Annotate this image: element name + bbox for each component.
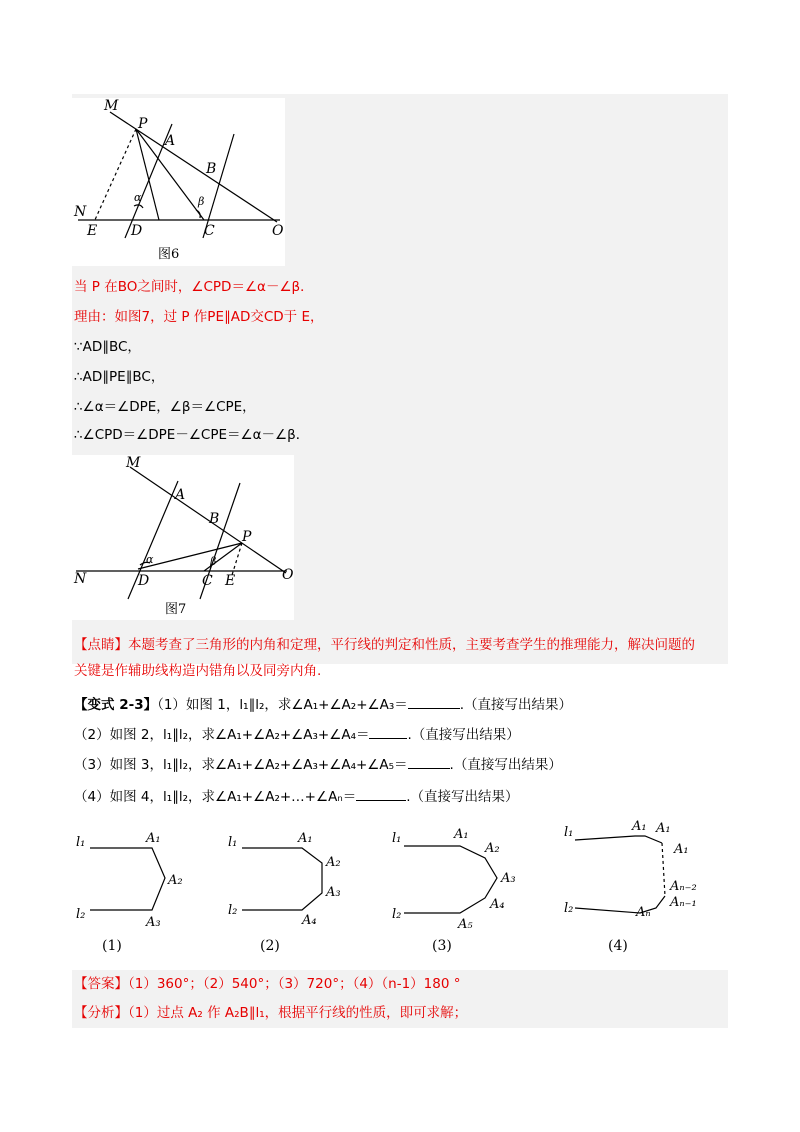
fig6-label-b: B [206,161,217,177]
answer-line [74,973,460,995]
fig7-label-c: C [202,573,213,589]
fig2-caption: (2) [260,938,280,954]
comment-text-2: 关键是作辅助线构造内错角以及同旁内角. [74,663,322,679]
fig3-label-a3: A₃ [501,871,516,886]
answer-text: （1）360°；（2）540°；（3）720°；（4）（n-1）180 ° [128,976,461,992]
fig2-label-l2: l₂ [228,903,238,918]
fig6-label-o: O [272,223,284,239]
fig6-label-p: P [138,116,148,132]
fig6-label-beta: β [198,195,205,208]
fig6-label-n: N [74,204,87,220]
fig4-label-an2: Aₙ₋₂ [670,879,697,894]
figure-7 [72,455,294,620]
comment-text-1: 本题考查了三角形的内角和定理，平行线的判定和性质，主要考查学生的推理能力，解决问题的 [128,637,695,653]
fig7-label-b: B [209,511,220,527]
fig6-label-a: A [165,133,176,149]
fig2-label-l1: l₁ [228,835,238,850]
fig2-label-a1: A₁ [298,831,313,846]
fig7-label-o: O [282,567,294,583]
fig7-label-a: A [175,487,186,503]
fig1-label-l2: l₂ [76,907,86,922]
fig7-label-n: N [74,571,87,587]
fig3-label-a1: A₁ [454,827,469,842]
fig7-caption: 图7 [165,602,187,617]
fig1-label-a3: A₃ [146,915,161,930]
fig4-caption: (4) [608,938,628,954]
fig2-label-a3: A₃ [326,885,341,900]
analysis-line [74,1002,467,1024]
fig1-caption: (1) [102,938,122,954]
variant-q4-end: .（直接写出结果） [406,789,519,805]
variant-q4-blank [356,786,406,801]
variant-q3-end: .（直接写出结果） [449,757,562,773]
fig6-label-e: E [87,223,98,239]
fig7-label-d: D [138,573,150,589]
variant-q1-end: .（直接写出结果） [459,697,573,713]
fig7-label-beta: β [210,555,217,568]
variant-q2-text: （2）如图 2，l₁∥l₂，求∠A₁+∠A₂+∠A₃+∠A₄＝ [74,727,370,743]
proof-line-5: ∴∠α＝∠DPE，∠β＝∠CPE， [74,399,256,415]
variant-q2-end: .（直接写出结果） [407,727,520,743]
analysis-text: （1）过点 A₂ 作 A₂B∥l₁，根据平行线的性质，即可求解； [128,1005,468,1021]
fig4-label-l1: l₁ [564,825,574,840]
fig7-label-e: E [225,573,236,589]
fig6-label-d: D [131,223,143,239]
analysis-tag: 【分析】 [74,1005,128,1021]
fig6-label-m: M [104,98,119,114]
proof-line-4: ∴AD∥PE∥BC， [74,369,165,385]
variant-q4 [74,786,519,808]
comment-paragraph [74,632,724,684]
fig3-label-a4: A₄ [490,897,505,912]
fig4-label-a1a: A₁ [632,819,647,834]
variant-q2 [74,724,520,746]
fig6-label-c: C [204,223,215,239]
fig3-label-a2: A₂ [485,841,500,856]
fig4-label-an1: Aₙ₋₁ [670,895,697,910]
fig3-label-a5: A₅ [458,917,473,932]
fig1-label-a1: A₁ [146,831,161,846]
fig7-label-p: P [242,529,252,545]
figure-7-diagram [72,455,294,620]
variant-tag: 【变式 2-3】 [74,697,158,713]
figures-1-to-4 [70,818,730,963]
fig4-label-a1c: A₁ [674,842,689,857]
fig6-caption: 图6 [158,247,180,262]
fig3-label-l2: l₂ [392,907,402,922]
proof-line-6: ∴∠CPD＝∠DPE－∠CPE＝∠α－∠β． [74,427,310,443]
fig3-caption: (3) [432,938,452,954]
fig1-label-l1: l₁ [76,835,86,850]
fig4-label-an: Aₙ [636,905,651,920]
proof-line-3: ∵AD∥BC， [74,339,141,355]
fig1-label-a2: A₂ [168,873,183,888]
proof-line-2: 理由：如图7，过 P 作PE∥AD交CD于 E， [74,309,324,325]
fig4-label-a1b: A₁ [656,821,671,836]
comment-tag: 【点睛】 [74,637,128,653]
fig2-label-a4: A₄ [302,913,317,928]
fig4-label-l2: l₂ [564,901,574,916]
fig7-label-m: M [126,455,141,471]
variant-q3-text: （3）如图 3，l₁∥l₂，求∠A₁+∠A₂+∠A₃+∠A₄+∠A₅＝ [74,757,408,773]
figure-6-diagram [72,98,285,266]
variant-q4-text: （4）如图 4，l₁∥l₂，求∠A₁+∠A₂+…+∠Aₙ＝ [74,789,357,805]
variant-q3-blank [408,754,450,769]
fig3-label-l1: l₁ [392,831,402,846]
variant-q3 [74,754,562,776]
proof-line-1: 当 P 在BO之间时，∠CPD＝∠α－∠β． [74,279,314,295]
figure-6 [72,98,285,266]
variant-q1-blank [408,694,460,709]
fig6-label-alpha: α [134,191,142,204]
variant-q1 [74,694,572,716]
variant-q2-blank [369,724,407,739]
answer-tag: 【答案】 [74,976,128,992]
fig7-label-alpha: α [146,553,154,566]
fig2-label-a2: A₂ [326,855,341,870]
variant-q1-text: （1）如图 1，l₁∥l₂，求∠A₁+∠A₂+∠A₃＝ [157,697,408,713]
